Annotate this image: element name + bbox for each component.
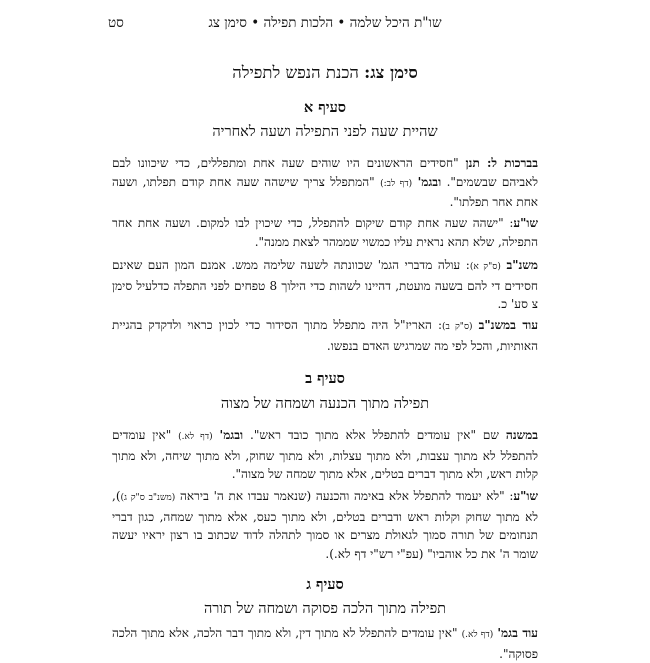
source-reference: (דף לא.) [178,432,213,442]
section-subtitle: תפילה מתוך הכנעה ושמחה של מצוה [220,396,430,412]
paragraph [112,256,538,314]
source-reference: (דף לא.) [461,630,494,640]
paragraph-lead: שו"ע [513,216,538,230]
running-title: שו"ת היכל שלמה • הלכות תפילה • סימן צג [208,15,442,31]
page-number: סט [108,15,124,31]
source-reference: (ס"ק א) [469,262,501,272]
paragraph [112,214,538,251]
section-subtitle: שהיית שעה לפני התפילה ושעה לאחריה [212,124,438,140]
section-heading: סעיף א [303,99,347,116]
paragraph-text: "אין עומדים להתפלל לא מתוך דין, ולא מתוך דבר הלכה, אלא מתוך הלכה פסוקה". [112,626,538,661]
paragraph-lead: ובגמ' [219,428,244,442]
paragraph-text: "המתפלל צריך שישהה שעה אחת קודם תפלתו, ושעה אחת אחר תפלתו". [112,174,538,209]
source-reference: (ס"ק ב) [442,322,473,332]
section-subtitle: תפילה מתוך הלכה פסוקה ושמחה של תורה [203,601,447,617]
paragraph-text: "חסידים הראשונים היו שוהים שעה אחת ומתפללים, כדי שיכוונו לבם לאביהם שבשמים". [112,156,538,189]
paragraph-lead: ובגמ' [417,174,442,189]
paragraph-lead: עוד בגמ' [497,626,538,640]
section-heading: סעיף ג [306,576,344,593]
paragraph [112,426,538,484]
paragraph [112,316,538,355]
section-heading: סעיף ב [305,370,345,387]
paragraph-text: ), לא מתוך שחוק וקלות ראש ודברים בטלים, ולא מתוך כעס, אלא מתוך שמחה, כגון דברי תנחומים של תורה סמוך לגאולת מצרים או סמוך לתהלה לדוד שכתוב בו רצון יראיו יעשה שומר ה' את כל אוהביו" (עפ"י רש"י דף לא.). [112,489,538,561]
paragraph-text: : האריז"ל היה מתפלל מתוך הסידור כדי לכוין כראוי ולדקדק בהגיית האותיות, והכל לפי מה שמרגיש האדם בנפשו. [112,318,538,353]
paragraph-lead: משנ"ב [506,258,538,272]
paragraph-text: "אין עומדים להתפלל לא מתוך עצבות, ולא מתוך עצלות, ולא מתוך שחוק, ולא מתוך שיחה, ולא מתוך קלות ראש, ולא מתוך דברים בטלים, אלא מתוך שמחה של מצוה". [112,428,538,481]
paragraph-text: שם "אין עומדים להתפלל אלא מתוך כובד ראש". [243,428,506,442]
paragraph-lead: שו"ע [513,489,538,503]
running-head [108,13,542,33]
source-reference: (דף לב:) [380,178,413,189]
paragraph-lead: עוד במשנ"ב [478,318,538,332]
paragraph [112,487,538,563]
chapter-name: הכנת הנפש לתפילה [232,63,359,82]
source-reference: (משנ"ב ס"ק ג) [120,493,176,503]
paragraph-text: : "לא יעמוד להתפלל אלא באימה והכנעה (שנאמר עבדו את ה' ביראה [179,489,514,503]
paragraph-lead: בברכות ל: תנן [465,156,538,170]
chapter-label: סימן צג: [364,63,418,82]
paragraph [112,154,538,212]
paragraph-text: : עולה מדברי הגמ' שכוונתה לשעה שלימה ממש. אמנם המון העם שאינם חסידים די להם בשעה מועטת, דהיינו לשהות כדי הילוך 8 טפחים לפני התפלה כדלעיל סימן צ סע' כ. [112,258,539,311]
chapter-title [0,62,650,84]
paragraph [112,624,538,663]
paragraph-text: : "ישהה שעה אחת קודם שיקום להתפלל, כדי שיכוין לבו למקום. ושעה אחת אחר התפילה, שלא תהא נראית עליו כמשוי שממהר לצאת ממנה". [112,216,538,249]
paragraph-lead: במשנה [505,428,539,442]
